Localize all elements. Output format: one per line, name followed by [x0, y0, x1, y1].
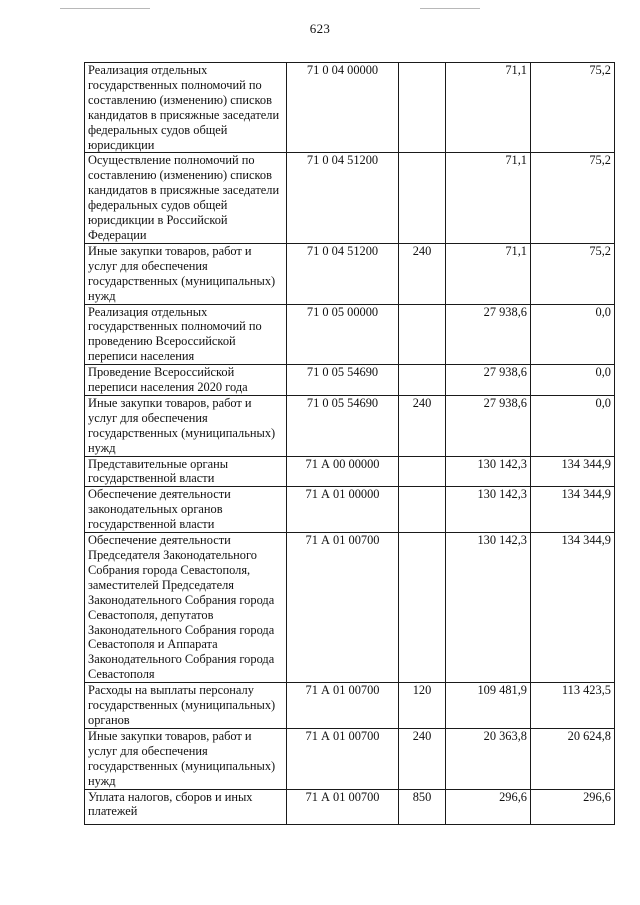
amount-year-2-cell: 75,2: [531, 243, 615, 304]
amount-year-1-cell: 109 481,9: [446, 683, 531, 729]
target-code-cell: 71 А 01 00700: [287, 789, 399, 824]
amount-year-2-cell: 75,2: [531, 153, 615, 243]
expense-type-cell: 120: [399, 683, 446, 729]
table-row: [85, 728, 615, 789]
expense-type-cell: [399, 63, 446, 153]
table-row: [85, 243, 615, 304]
expense-type-cell: [399, 456, 446, 487]
expense-name-cell: Реализация отдельных государственных полномочий по составлению (изменению) списков кандидатов в присяжные заседатели федеральных судов общей юрисдикции: [85, 63, 287, 153]
expense-name-cell: Иные закупки товаров, работ и услуг для обеспечения государственных (муниципальных) нужд: [85, 728, 287, 789]
amount-year-1-cell: 20 363,8: [446, 728, 531, 789]
amount-year-2-cell: 0,0: [531, 304, 615, 365]
expense-name-cell: Иные закупки товаров, работ и услуг для обеспечения государственных (муниципальных) нужд: [85, 243, 287, 304]
amount-year-1-cell: 71,1: [446, 243, 531, 304]
table-row: [85, 63, 615, 153]
amount-year-2-cell: 0,0: [531, 365, 615, 396]
target-code-cell: 71 0 04 00000: [287, 63, 399, 153]
amount-year-2-cell: 134 344,9: [531, 487, 615, 533]
amount-year-2-cell: 134 344,9: [531, 533, 615, 683]
scan-mark-top-right: [420, 8, 480, 9]
budget-table: [84, 62, 615, 825]
amount-year-2-cell: 296,6: [531, 789, 615, 824]
expense-name-cell: Осуществление полномочий по составлению (изменению) списков кандидатов в присяжные заседатели федеральных судов общей юрисдикции в Российской Федерации: [85, 153, 287, 243]
target-code-cell: 71 0 04 51200: [287, 243, 399, 304]
expense-type-cell: [399, 365, 446, 396]
expense-type-cell: 850: [399, 789, 446, 824]
expense-name-cell: Представительные органы государственной власти: [85, 456, 287, 487]
target-code-cell: 71 0 05 54690: [287, 395, 399, 456]
expense-type-cell: [399, 533, 446, 683]
expense-type-cell: 240: [399, 243, 446, 304]
expense-name-cell: Проведение Всероссийской переписи населения 2020 года: [85, 365, 287, 396]
amount-year-2-cell: 134 344,9: [531, 456, 615, 487]
target-code-cell: 71 0 05 54690: [287, 365, 399, 396]
target-code-cell: 71 А 01 00700: [287, 683, 399, 729]
table-row: [85, 487, 615, 533]
amount-year-1-cell: 27 938,6: [446, 304, 531, 365]
table-row: [85, 789, 615, 824]
target-code-cell: 71 А 00 00000: [287, 456, 399, 487]
table-row: [85, 456, 615, 487]
target-code-cell: 71 0 04 51200: [287, 153, 399, 243]
expense-type-cell: 240: [399, 728, 446, 789]
amount-year-2-cell: 20 624,8: [531, 728, 615, 789]
expense-name-cell: Обеспечение деятельности Председателя Законодательного Собрания города Севастополя, заместителей Председателя Законодательного Собрания города Севастополя, депутатов Законодательного Собрания города Севастополя и Аппарата Законодательного Собрания города Севастополя: [85, 533, 287, 683]
amount-year-1-cell: 296,6: [446, 789, 531, 824]
expense-name-cell: Иные закупки товаров, работ и услуг для обеспечения государственных (муниципальных) нужд: [85, 395, 287, 456]
expense-name-cell: Уплата налогов, сборов и иных платежей: [85, 789, 287, 824]
expense-name-cell: Реализация отдельных государственных полномочий по проведению Всероссийской переписи населения: [85, 304, 287, 365]
amount-year-2-cell: 0,0: [531, 395, 615, 456]
expense-type-cell: 240: [399, 395, 446, 456]
table-row: [85, 395, 615, 456]
table-row: [85, 533, 615, 683]
table-row: [85, 304, 615, 365]
expense-type-cell: [399, 153, 446, 243]
table-row: [85, 153, 615, 243]
target-code-cell: 71 А 01 00700: [287, 728, 399, 789]
expense-name-cell: Расходы на выплаты персоналу государственных (муниципальных) органов: [85, 683, 287, 729]
expense-type-cell: [399, 487, 446, 533]
amount-year-1-cell: 130 142,3: [446, 487, 531, 533]
page-number: 623: [309, 21, 331, 36]
amount-year-1-cell: 27 938,6: [446, 395, 531, 456]
expense-name-cell: Обеспечение деятельности законодательных органов государственной власти: [85, 487, 287, 533]
table-row: [85, 683, 615, 729]
target-code-cell: 71 А 01 00700: [287, 533, 399, 683]
amount-year-1-cell: 130 142,3: [446, 533, 531, 683]
target-code-cell: 71 А 01 00000: [287, 487, 399, 533]
amount-year-1-cell: 71,1: [446, 63, 531, 153]
amount-year-2-cell: 113 423,5: [531, 683, 615, 729]
amount-year-2-cell: 75,2: [531, 63, 615, 153]
amount-year-1-cell: 130 142,3: [446, 456, 531, 487]
expense-type-cell: [399, 304, 446, 365]
amount-year-1-cell: 27 938,6: [446, 365, 531, 396]
scan-mark-top-left: [60, 8, 150, 9]
amount-year-1-cell: 71,1: [446, 153, 531, 243]
table-row: [85, 365, 615, 396]
target-code-cell: 71 0 05 00000: [287, 304, 399, 365]
